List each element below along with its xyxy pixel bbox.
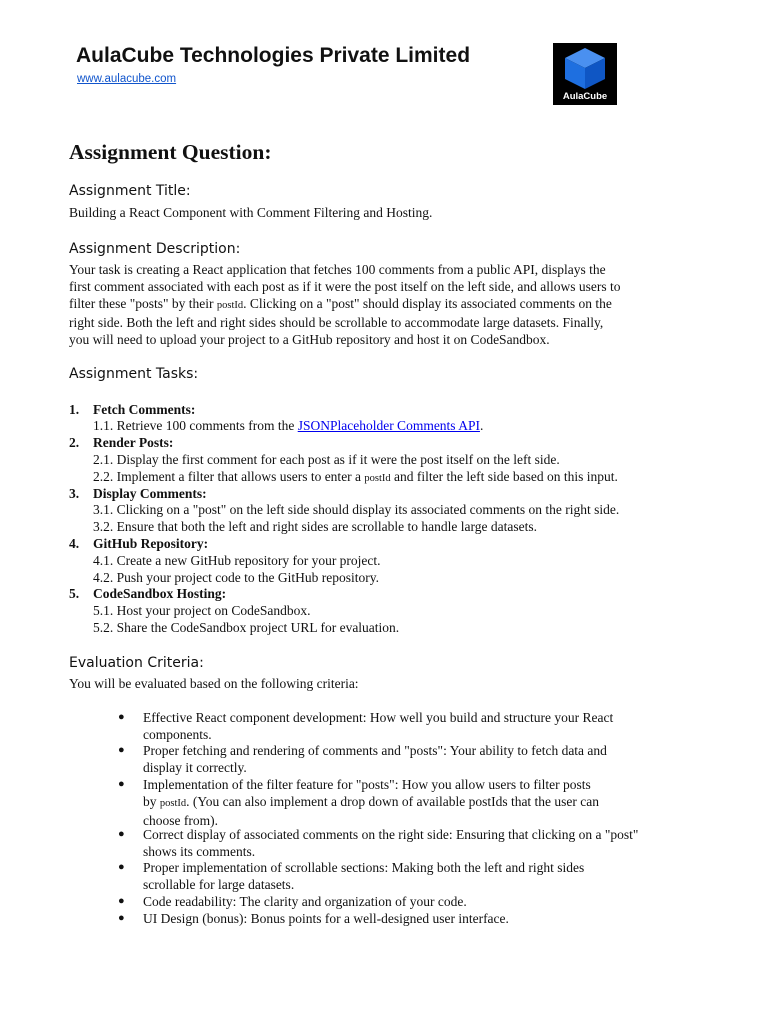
- task-1: [69, 402, 195, 418]
- criteria-line: Code readability: The clarity and organization of your code.: [143, 894, 467, 909]
- task-label: Display Comments:: [93, 486, 207, 501]
- description-text: . Clicking on a "post" should display its associated comments on the: [243, 296, 612, 311]
- task-label: Render Posts:: [93, 435, 174, 450]
- criteria-line: components.: [143, 727, 212, 742]
- company-name: AulaCube Technologies Private Limited: [76, 44, 471, 67]
- subtask-4-1: 4.1. Create a new GitHub repository for your project.: [93, 553, 381, 568]
- subtask-text: 2.2. Implement a filter that allows users to enter a: [93, 469, 365, 484]
- description-text: filter these "posts" by their: [69, 296, 217, 311]
- criteria-text: by: [143, 794, 160, 809]
- bullet-icon: ●: [118, 778, 125, 790]
- task-4: [69, 536, 208, 552]
- criteria-text: . (You can also implement a drop down of available postIds that the user can: [186, 794, 600, 809]
- task-number: 1.: [69, 402, 80, 417]
- aulacube-logo: [553, 43, 617, 105]
- logo-text: AulaCube: [562, 91, 608, 102]
- subtask-3-2: 3.2. Ensure that both the left and right sides are scrollable to handle large datasets.: [93, 519, 537, 534]
- bullet-icon: ●: [118, 895, 125, 907]
- criteria-line: UI Design (bonus): Bonus points for a well-designed user interface.: [143, 911, 509, 926]
- task-number: 4.: [69, 536, 80, 551]
- task-label: GitHub Repository:: [93, 536, 209, 551]
- evaluation-intro: You will be evaluated based on the following criteria:: [69, 676, 359, 691]
- criteria-line: shows its comments.: [143, 844, 256, 859]
- criteria-line: Proper implementation of scrollable sections: Making both the left and right sides: [143, 860, 585, 875]
- jsonplaceholder-link[interactable]: JSONPlaceholder Comments API: [297, 418, 480, 433]
- subtask-1-1: [93, 418, 483, 434]
- title-heading: Assignment Title:: [69, 183, 191, 199]
- description-heading: Assignment Description:: [69, 241, 241, 257]
- task-2: [69, 435, 173, 451]
- subtask-5-1: 5.1. Host your project on CodeSandbox.: [93, 603, 311, 618]
- subtask-2-1: 2.1. Display the first comment for each post as if it were the post itself on the left side.: [93, 452, 560, 467]
- criteria-line: Proper fetching and rendering of comments and "posts": Your ability to fetch data and: [143, 743, 607, 758]
- cube-icon: [561, 46, 609, 90]
- task-number: 2.: [69, 435, 80, 450]
- criteria-line: display it correctly.: [143, 760, 247, 775]
- criteria-line: Implementation of the filter feature for "posts": How you allow users to filter posts: [143, 777, 591, 792]
- page-title: Assignment Question:: [69, 140, 272, 164]
- description-line: Your task is creating a React application that fetches 100 comments from a public API, displays the: [69, 262, 606, 277]
- website-link[interactable]: www.aulacube.com: [77, 73, 177, 85]
- task-label: Fetch Comments:: [93, 402, 196, 417]
- criteria-line: scrollable for large datasets.: [143, 877, 295, 892]
- description-line: right side. Both the left and right sides should be scrollable to accommodate large datasets. Finally,: [69, 315, 604, 330]
- criteria-line: [143, 793, 699, 812]
- subtask-5-2: 5.2. Share the CodeSandbox project URL for evaluation.: [93, 620, 400, 635]
- postid-code: postId: [159, 798, 187, 809]
- description-line: you will need to upload your project to a GitHub repository and host it on CodeSandbox.: [69, 332, 550, 347]
- subtask-text: and filter the left side based on this input.: [390, 469, 618, 484]
- postid-code: postId: [364, 473, 391, 484]
- bullet-icon: ●: [118, 861, 125, 873]
- task-5: [69, 586, 226, 602]
- bullet-icon: ●: [118, 828, 125, 840]
- subtask-4-2: 4.2. Push your project code to the GitHub repository.: [93, 570, 379, 585]
- description-paragraph: [69, 261, 699, 348]
- bullet-icon: ●: [118, 912, 125, 924]
- subtask-2-2: [93, 469, 618, 485]
- subtask-3-1: 3.1. Clicking on a "post" on the left side should display its associated comments on the right side.: [93, 502, 620, 517]
- criteria-line: Correct display of associated comments on the right side: Ensuring that clicking on a "post": [143, 827, 639, 842]
- task-number: 5.: [69, 586, 80, 601]
- title-text: Building a React Component with Comment Filtering and Hosting.: [69, 205, 433, 220]
- evaluation-heading: Evaluation Criteria:: [69, 655, 204, 671]
- task-number: 3.: [69, 486, 80, 501]
- criteria-line: choose from).: [143, 813, 218, 828]
- description-line: first comment associated with each post as if it were the post itself on the left side, and allows users to: [69, 279, 621, 294]
- bullet-icon: ●: [118, 744, 125, 756]
- subtask-text: .: [479, 418, 484, 433]
- tasks-heading: Assignment Tasks:: [69, 366, 199, 382]
- criteria-line: Effective React component development: How well you build and structure your React: [143, 710, 614, 725]
- bullet-icon: ●: [118, 711, 125, 723]
- description-line: [69, 295, 699, 314]
- task-label: CodeSandbox Hosting:: [93, 586, 227, 601]
- task-3: [69, 486, 207, 502]
- subtask-text: 1.1. Retrieve 100 comments from the: [93, 418, 298, 433]
- postid-code: postId: [216, 300, 244, 311]
